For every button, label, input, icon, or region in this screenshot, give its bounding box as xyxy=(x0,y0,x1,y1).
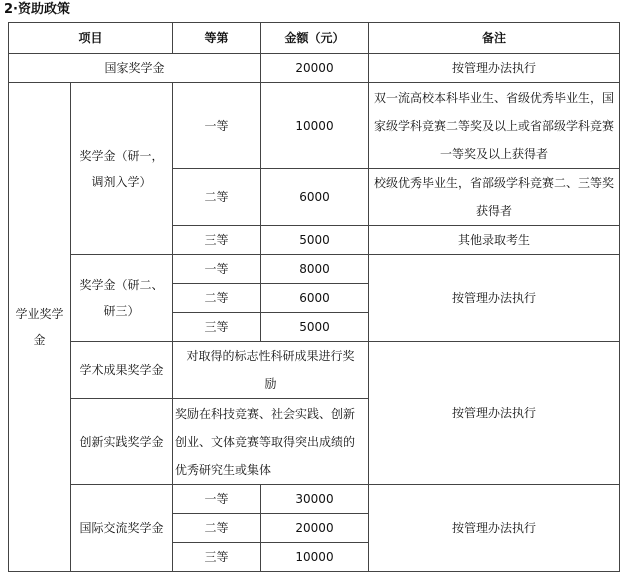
table-row xyxy=(9,255,620,284)
amount-cell: 5000 xyxy=(261,313,369,342)
exchange-scholarship-label: 国际交流奖学金 xyxy=(71,485,173,572)
amount-cell: 6000 xyxy=(261,284,369,313)
academic-scholarship-label: 学业奖学金 xyxy=(9,83,71,572)
note-cell: 校级优秀毕业生，省部级学科竞赛二、三等奖获得者 xyxy=(369,169,620,226)
amount-cell: 30000 xyxy=(261,485,369,514)
header-item: 项目 xyxy=(9,23,173,54)
note-cell: 双一流高校本科毕业生、省级优秀毕业生，国家级学科竞赛二等奖及以上或省部级学科竞赛一等奖及以上获得者 xyxy=(369,83,620,169)
grade-cell: 二等 xyxy=(173,514,261,543)
note-cell: 其他录取考生 xyxy=(369,226,620,255)
grade-cell: 一等 xyxy=(173,83,261,169)
innovation-scholarship-desc: 奖励在科技竞赛、社会实践、创新创业、文体竞赛等取得突出成绩的优秀研究生或集体 xyxy=(173,399,369,485)
grade-cell: 三等 xyxy=(173,226,261,255)
grade-cell: 一等 xyxy=(173,255,261,284)
innovation-scholarship-label: 创新实践奖学金 xyxy=(71,399,173,485)
research-scholarship-desc: 对取得的标志性科研成果进行奖励 xyxy=(173,342,369,399)
grade-cell: 三等 xyxy=(173,313,261,342)
section-title: 2·资助政策 xyxy=(4,2,70,17)
header-amount: 金额（元） xyxy=(261,23,369,54)
amount-cell: 5000 xyxy=(261,226,369,255)
grade-cell: 二等 xyxy=(173,284,261,313)
funding-policy-table xyxy=(8,22,620,572)
table-row xyxy=(9,342,620,399)
exchange-note: 按管理办法执行 xyxy=(369,485,620,572)
amount-cell: 8000 xyxy=(261,255,369,284)
grade-cell: 二等 xyxy=(173,169,261,226)
amount-cell: 10000 xyxy=(261,83,369,169)
grade-cell: 一等 xyxy=(173,485,261,514)
amount-cell: 10000 xyxy=(261,543,369,572)
merged-note: 按管理办法执行 xyxy=(369,342,620,485)
national-scholarship-amount: 20000 xyxy=(261,54,369,83)
amount-cell: 20000 xyxy=(261,514,369,543)
upper-years-note: 按管理办法执行 xyxy=(369,255,620,342)
upper-years-label: 奖学金（研二、研三） xyxy=(71,255,173,342)
first-year-label: 奖学金（研一，调剂入学） xyxy=(71,83,173,255)
table-row xyxy=(9,54,620,83)
national-scholarship-label: 国家奖学金 xyxy=(9,54,261,83)
header-note: 备注 xyxy=(369,23,620,54)
table-row xyxy=(9,83,620,169)
amount-cell: 6000 xyxy=(261,169,369,226)
table-row xyxy=(9,485,620,514)
research-scholarship-label: 学术成果奖学金 xyxy=(71,342,173,399)
header-grade: 等第 xyxy=(173,23,261,54)
national-scholarship-note: 按管理办法执行 xyxy=(369,54,620,83)
grade-cell: 三等 xyxy=(173,543,261,572)
header-row xyxy=(9,23,620,54)
